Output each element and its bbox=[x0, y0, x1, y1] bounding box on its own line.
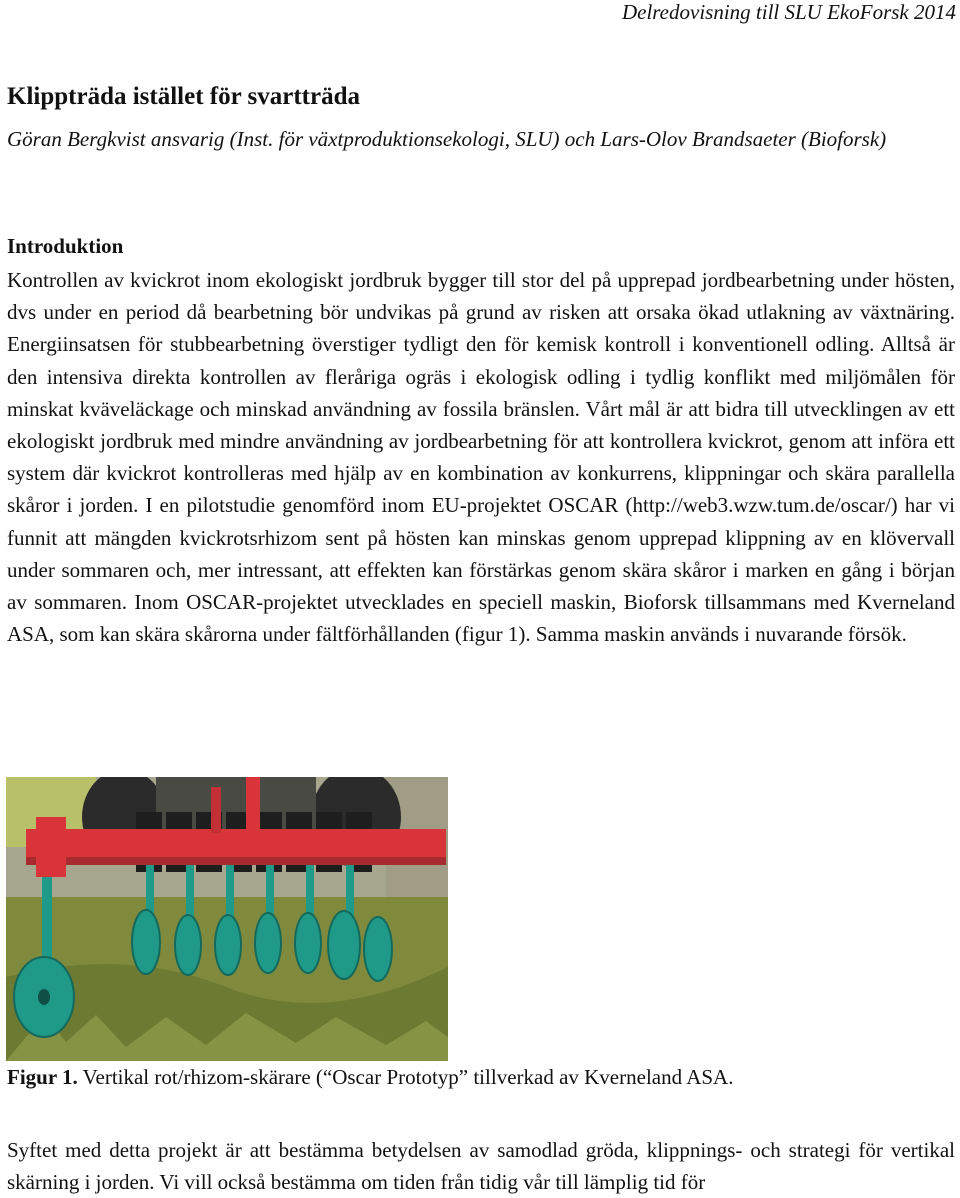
author-line: Göran Bergkvist ansvarig (Inst. för växtproduktionsekologi, SLU) och Lars-Olov Brandsaeter (Bioforsk) bbox=[7, 127, 887, 151]
figure-caption bbox=[7, 1061, 733, 1093]
machine-photo-illustration bbox=[6, 777, 448, 1061]
section-heading-introduktion: Introduktion bbox=[7, 234, 124, 258]
introduction-paragraph: Kontrollen av kvickrot inom ekologiskt jordbruk bygger till stor del på upprepad jordbearbetning under hösten, dvs under en period då bearbetning bör undvikas på grund av risken att orsaka ökad utlakning av växtnäring. Energiinsatsen för stubbearbetning överstiger tydligt den för kemisk kontroll i konventionell odling. Alltså är den intensiva direkta kontrollen av fleråriga ogräs i ekologisk odling i tydlig konflikt med miljömålen för minskat kväveläckage och minskad användning av fossila bränslen. Vårt mål är att bidra till utvecklingen av ett ekologiskt jordbruk med mindre användning av jordbearbetning för att kontrollera kvickrot, genom att införa ett system där kvickrot kontrolleras med hjälp av en kombination av konkurrens, klippningar och skära parallella skåror i jorden. I en pilotstudie genomförd inom EU-projektet OSCAR (http://web3.wzw.tum.de/oscar/) har vi funnit att mängden kvickrotsrhizom sent på hösten kan minskas genom upprepad klippning av en klövervall under sommaren och, mer intressant, att effekten kan förstärkas genom skära skåror i marken en gång i början av sommaren. Inom OSCAR-projektet utvecklades en speciell maskin, Bioforsk tillsammans med Kverneland ASA, som kan skära skårorna under fältförhållanden (figur 1). Samma maskin används i nuvarande försök. bbox=[7, 268, 955, 647]
article-title: Klippträda istället för svartträda bbox=[7, 83, 360, 110]
figure-caption-text: Vertikal rot/rhizom-skärare (“Oscar Prototyp” tillverkad av Kverneland ASA. bbox=[77, 1065, 734, 1089]
figure-caption-label: Figur 1. bbox=[7, 1065, 78, 1089]
aim-paragraph: Syftet med detta projekt är att bestämma betydelsen av samodlad gröda, klippnings- och strategi för vertikal skärning i jorden. Vi vill också bestämma om tiden från tidig vår till lämplig tid för bbox=[7, 1138, 955, 1195]
running-header: Delredovisning till SLU EkoForsk 2014 bbox=[621, 0, 956, 24]
figure-photo-cutting-machine bbox=[6, 777, 448, 1061]
